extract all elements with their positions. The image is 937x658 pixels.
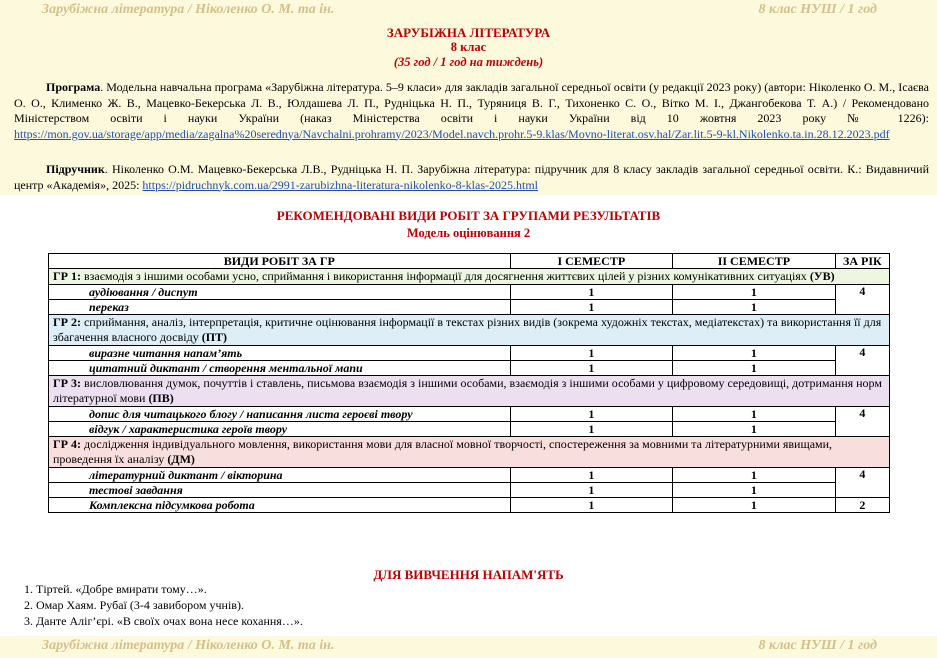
group-description: ГР 3: висловлювання думок, почуттів і ставлень, письмова взаємодія з іншими особами, взаємодія з іншими особами у цифровому середовищі, дотримання норм літературної мови (ПВ) xyxy=(49,376,890,407)
doc-title: ЗАРУБІЖНА ЛІТЕРАТУРА xyxy=(386,25,551,40)
textbook-paragraph xyxy=(14,162,929,193)
footer-left: Зарубіжна література / Ніколенко О. М. та ін. xyxy=(42,638,335,653)
table-row: виразне читання напам’ять 1 1 4 xyxy=(49,346,890,361)
group-description: ГР 2: сприймання, аналіз, інтерпретація, критичне оцінювання інформації в текстах різних видів (зокрема художніх текстах, медіатекстах) та використання її для збагачення власного досвіду (ПТ) xyxy=(49,315,890,346)
table-row: допис для читацького блогу / написання листа героєві твору 1 1 4 xyxy=(49,407,890,422)
group-row-4 xyxy=(49,437,890,468)
textbook-text: . Ніколенко О.М. Мацевко-Бекерська Л.В., Рудніцька Н. П. Зарубіжна література: підручник для 8 класу закладів загальної середньої освіти. К.: Видавничий центр «Академія», 2025: xyxy=(14,162,929,192)
group-row-1 xyxy=(49,269,890,285)
list-item: 1. Тіртей. «Добре вмирати тому…». xyxy=(36,581,303,597)
table-row: переказ 1 1 xyxy=(49,300,890,315)
list-item: 3. Данте Аліг’єрі. «В своїх очах вона несе кохання…». xyxy=(36,613,303,629)
header-cell-year: ЗА РІК xyxy=(835,254,889,269)
list-item: 2. Омар Хаям. Рубаї (3-4 завибором учнів). xyxy=(36,597,303,613)
header-left: Зарубіжна література / Ніколенко О. М. та ін. xyxy=(42,2,335,17)
hours-label: (35 год / 1 год на тиждень) xyxy=(393,55,544,69)
section-title: РЕКОМЕНДОВАНІ ВИДИ РОБІТ ЗА ГРУПАМИ РЕЗУЛЬТАТІВ xyxy=(276,208,661,223)
assessment-table xyxy=(48,253,890,513)
textbook-label: Підручник xyxy=(46,162,105,176)
memorize-title: ДЛЯ ВИВЧЕННЯ НАПАМ'ЯТЬ xyxy=(373,567,564,582)
total-row: Комплексна підсумкова робота 1 1 2 xyxy=(49,498,890,513)
group-row-3 xyxy=(49,376,890,407)
table-row: цитатний диктант / створення ментальної мапи 1 1 xyxy=(49,361,890,376)
year-cell: 4 xyxy=(835,407,889,437)
header-cell-sem1: І СЕМЕСТР xyxy=(510,254,673,269)
page-footer xyxy=(0,636,937,658)
table-header-row xyxy=(49,254,890,269)
header-cell-sem2: ІІ СЕМЕСТР xyxy=(673,254,836,269)
grade-label: 8 клас xyxy=(450,40,487,54)
group-description: ГР 4: дослідження індивідуального мовлення, використання мови для власної мовної творчості, спостереження за мовними та літературними явищами, проведення їх аналізу (ДМ) xyxy=(49,437,890,468)
program-label: Програма xyxy=(46,80,101,94)
table-row: тестові завдання 1 1 xyxy=(49,483,890,498)
program-paragraph xyxy=(14,80,929,142)
textbook-link[interactable]: https://pidruchnyk.com.ua/2991-zarubizhna-literatura-nikolenko-8-klas-2025.html xyxy=(142,177,538,192)
group-description: ГР 1: взаємодія з іншими особами усно, сприймання і використання інформації для досягнення життєвих цілей у різних комунікативних ситуаціях (УВ) xyxy=(49,269,890,285)
table-row: відгук / характеристика героїв твору 1 1 xyxy=(49,422,890,437)
year-cell: 4 xyxy=(835,285,889,315)
program-link[interactable]: https://mon.gov.ua/storage/app/media/zagalna%20serednya/Navchalni.prohramy/2023/Model.navch.prohr.5-9.klas/Movno-literat.osv.hal/Zar.lit.5-9-kl.Nikolenko.ta.in.28.12.2023.pdf xyxy=(14,126,890,141)
header-right: 8 клас НУШ / 1 год xyxy=(758,2,877,17)
group-row-2 xyxy=(49,315,890,346)
year-cell: 4 xyxy=(835,468,889,498)
header-cell-types: ВИДИ РОБІТ ЗА ГР xyxy=(49,254,511,269)
footer-right: 8 клас НУШ / 1 год xyxy=(758,638,877,653)
memorize-list xyxy=(14,581,303,629)
table-row: літературний диктант / вікторина 1 1 4 xyxy=(49,468,890,483)
year-cell: 4 xyxy=(835,346,889,376)
section-subtitle: Модель оцінювання 2 xyxy=(406,226,531,240)
table-row: аудіювання / диспут 1 1 4 xyxy=(49,285,890,300)
program-text: . Модельна навчальна програма «Зарубіжна література. 5–9 класи» для закладів загальної середньої освіти (у редакції 2023 року) (автори: Ніколенко О. М., Ісаєва О. О., Клименко Ж. В., Мацевко-Бекерська Л. В., Юлдашева Л. П., Рудніцька Н. П., Туряниця В. Г., Тихоненко С. О., Вітко М. І., Джангобекова Т. А.) / Рекомендовано Міністерством освіти і науки України (наказ Міністерства освіти і науки України від 10 жовтня 2023 року № 1226): xyxy=(14,80,929,125)
page-header xyxy=(0,0,937,22)
